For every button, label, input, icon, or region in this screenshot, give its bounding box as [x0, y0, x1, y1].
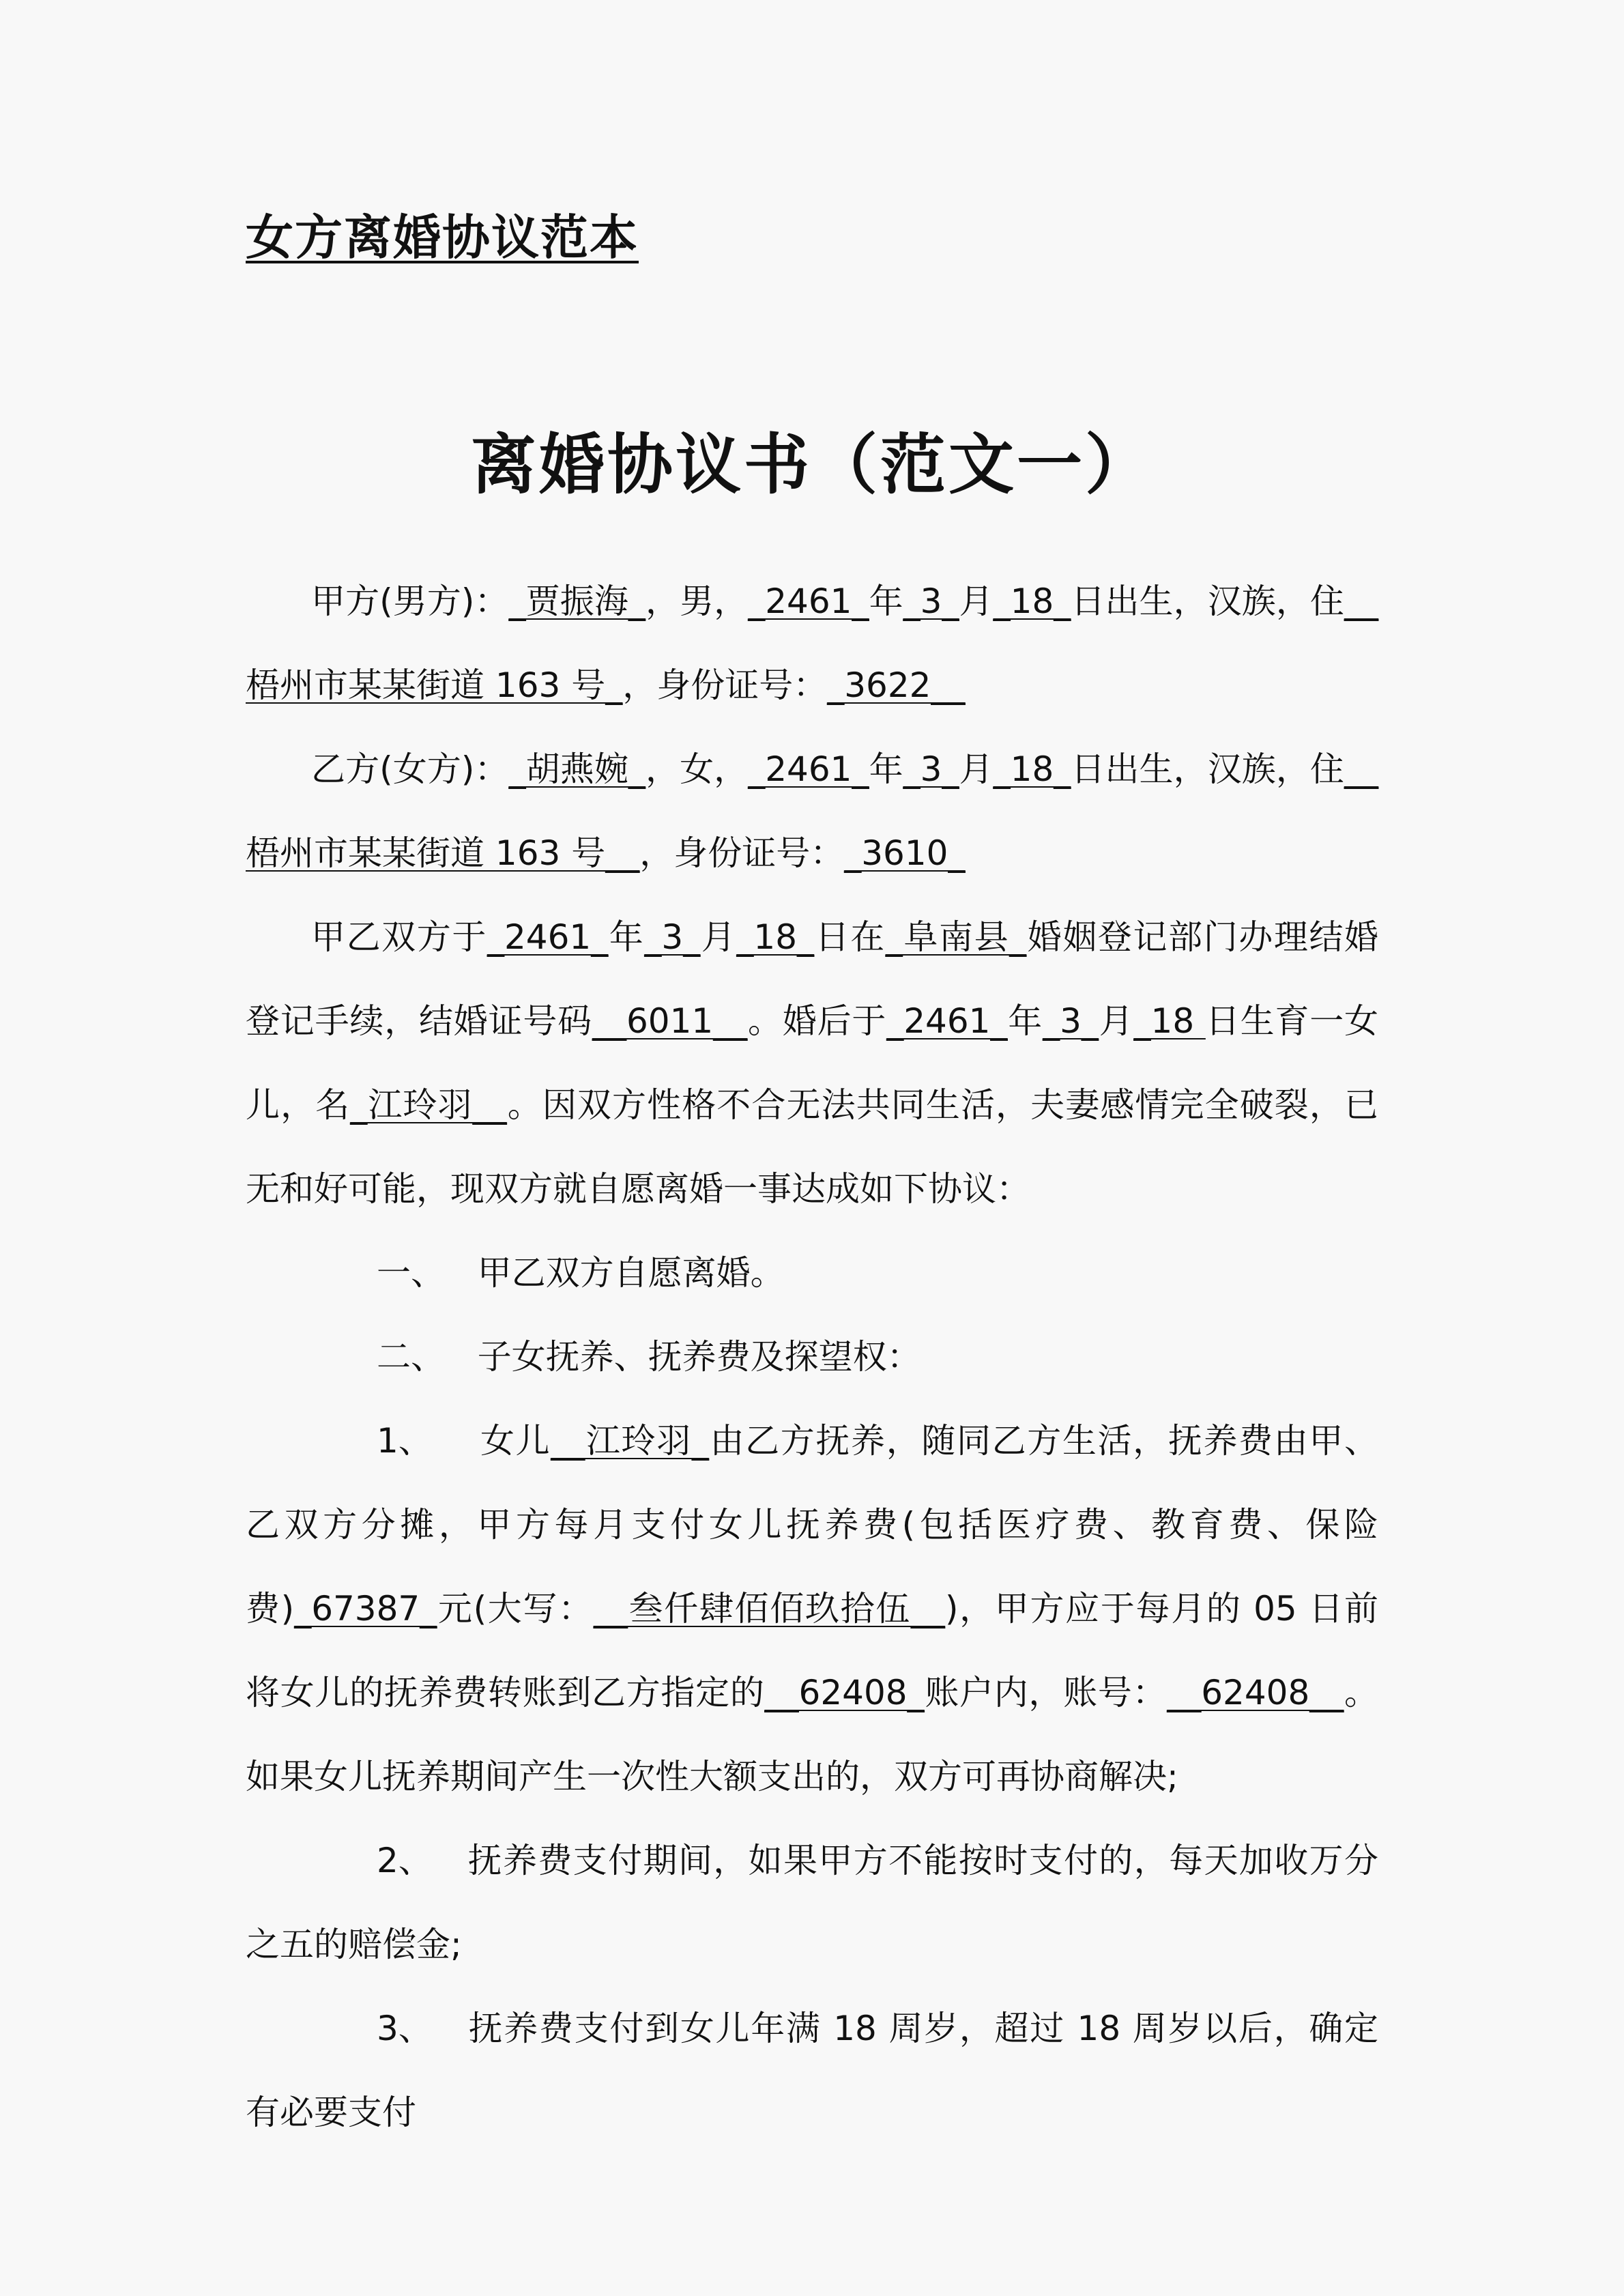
clause-1-text: 甲乙双方自愿离婚。 — [477, 1253, 785, 1293]
party-a-year-label: 年 — [869, 582, 903, 621]
party-b-id-label: ，身份证号： — [639, 833, 845, 873]
sub-clause-1-child: __江玲羽_ — [551, 1421, 709, 1461]
clause-1 — [246, 1231, 1378, 1315]
marriage-month: _3_ — [644, 917, 701, 957]
party-a-id-label: ，身份证号： — [622, 665, 828, 705]
sub-clause-2-number: 2、 — [377, 1841, 433, 1880]
marriage-place: _阜南县_ — [885, 917, 1027, 957]
party-b-paragraph — [246, 728, 1378, 895]
party-b-birth-suffix: 日出生，汉族，住 — [1071, 749, 1345, 789]
sub-clause-1-text-2: 由乙方抚养，随同乙方生活，抚养费由甲、乙双方分摊，甲方每月支付女儿抚养费(包括医疗费、教育费、保险费) — [246, 1421, 1379, 1628]
party-a-birth-year: _2461_ — [748, 582, 869, 621]
sub-clause-1-text-5: 账户内，账号： — [924, 1673, 1168, 1712]
sub-clause-2 — [246, 1819, 1378, 1987]
marriage-text-9: 日生育一女儿，名 — [246, 1001, 1379, 1125]
party-a-gender: ，男， — [645, 582, 749, 621]
marriage-text-4: 日在 — [814, 917, 886, 957]
clause-2-number: 二、 — [377, 1337, 445, 1377]
child-name: _江玲羽__ — [350, 1085, 507, 1125]
agreement-body — [246, 560, 1378, 2155]
party-a-birth-day: _18_ — [993, 582, 1071, 621]
party-b-birth-day: _18_ — [993, 749, 1071, 789]
sub-clause-1-text-3: 元(大写： — [437, 1589, 594, 1628]
marriage-text-3: 月 — [700, 917, 737, 957]
sub-clause-1 — [246, 1399, 1378, 1819]
party-b-birth-year: _2461_ — [748, 749, 869, 789]
marriage-text-10: 。因双方性格不合无法共同生活，夫妻感情完全破裂，已无和好可能，现双方就自愿离婚一事达成如下协议： — [246, 1085, 1378, 1209]
sub-clause-1-text-1: 女儿 — [480, 1421, 551, 1461]
clause-2 — [246, 1315, 1378, 1399]
party-a-address: __梧州市某某街道 163 号_ — [246, 582, 1379, 705]
marriage-text-8: 月 — [1098, 1001, 1134, 1041]
party-b-prefix: 乙方(女方)： — [311, 749, 509, 789]
sub-clause-3 — [246, 1987, 1378, 2155]
party-b-id-number: _3610_ — [844, 833, 966, 873]
marriage-text-1: 甲乙双方于 — [311, 917, 487, 957]
marriage-text-7: 年 — [1007, 1001, 1043, 1041]
document-title: 女方离婚协议范本 — [246, 210, 639, 266]
child-birth-year: _2461_ — [886, 1001, 1008, 1041]
sub-clause-1-number: 1、 — [377, 1421, 433, 1461]
child-birth-day: _18 — [1133, 1001, 1206, 1041]
clause-2-text: 子女抚养、抚养费及探望权： — [477, 1337, 921, 1377]
support-amount: _67387_ — [294, 1589, 437, 1628]
designated-bank: __62408_ — [764, 1673, 925, 1712]
marriage-text-5: 婚姻登记部门办理结婚登记手续，结婚证号码 — [246, 917, 1379, 1041]
party-b-name: _胡燕婉_ — [508, 749, 646, 789]
sub-clause-3-text: 抚养费支付到女儿年满 18 周岁，超过 18 周岁以后，确定有必要支付 — [246, 2009, 1378, 2132]
child-birth-month: _3_ — [1043, 1001, 1099, 1041]
party-a-month-label: 月 — [959, 582, 994, 621]
sub-clause-1-text-4: )，甲方应于每月的 05 日前将女儿的抚养费转账到乙方指定的 — [246, 1589, 1378, 1712]
sub-clause-2-text: 抚养费支付期间，如果甲方不能按时支付的，每天加收万分之五的赔偿金; — [246, 1841, 1378, 1964]
party-b-month-label: 月 — [959, 749, 994, 789]
party-a-paragraph — [246, 560, 1378, 728]
sub-clause-3-number: 3、 — [377, 2009, 433, 2048]
party-a-birth-suffix: 日出生，汉族，住 — [1071, 582, 1345, 621]
marriage-text-2: 年 — [608, 917, 645, 957]
party-a-id-number: _3622__ — [827, 665, 966, 705]
marriage-cert-number: __6011__ — [592, 1001, 748, 1041]
party-b-gender: ，女， — [645, 749, 749, 789]
agreement-title: 离婚协议书（范文一） — [471, 427, 1153, 503]
clause-1-number: 一、 — [377, 1253, 445, 1293]
marriage-year: _2461_ — [487, 917, 609, 957]
party-b-birth-month: _3_ — [903, 749, 959, 789]
marriage-text-6: 。婚后于 — [747, 1001, 887, 1041]
account-number: __62408__ — [1167, 1673, 1344, 1712]
party-a-birth-month: _3_ — [903, 582, 959, 621]
marriage-day: _18_ — [736, 917, 815, 957]
party-b-address: __梧州市某某街道 163 号__ — [246, 749, 1379, 873]
marriage-paragraph — [246, 895, 1378, 1231]
support-amount-chinese: __叁仟肆佰佰玖拾伍__ — [593, 1589, 945, 1628]
party-a-prefix: 甲方(男方)： — [311, 582, 509, 621]
party-b-year-label: 年 — [869, 749, 903, 789]
sub-clause-1-text-6: 。如果女儿抚养期间产生一次性大额支出的，双方可再协商解决; — [246, 1673, 1378, 1796]
party-a-name: _贾振海_ — [508, 582, 646, 621]
